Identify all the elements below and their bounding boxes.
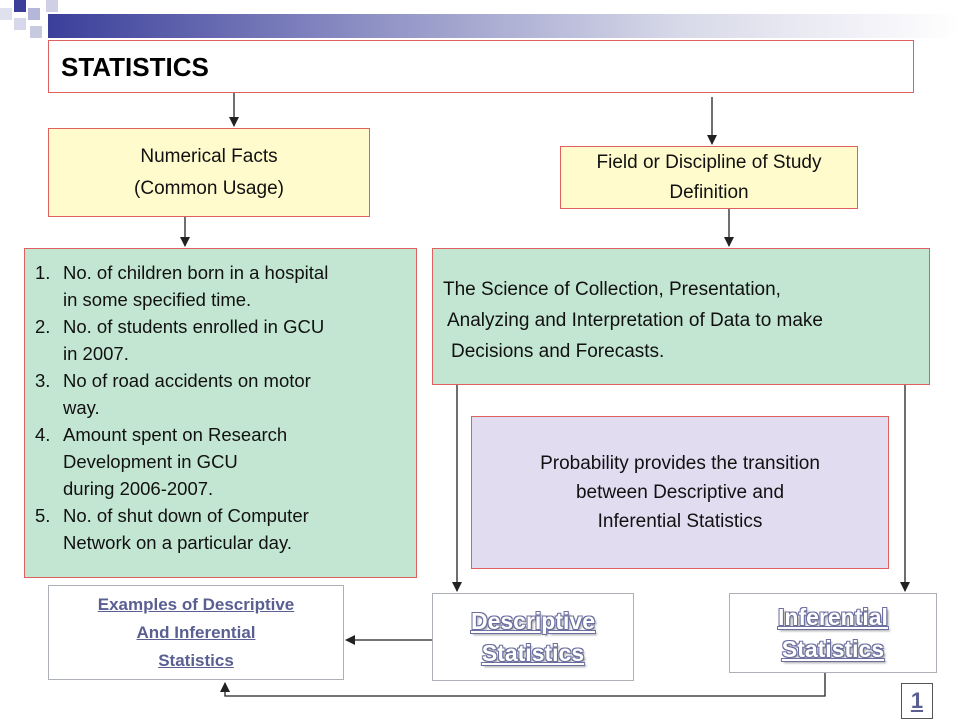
list-item-number: 5. <box>35 505 51 526</box>
probability-note-box <box>471 416 889 569</box>
numerical-facts-line2: (Common Usage) <box>134 177 284 199</box>
inferential-line2: Statistics <box>781 636 885 662</box>
examples-list-box <box>24 248 417 578</box>
descriptive-line2: Statistics <box>481 640 585 666</box>
list-item-text: No. of shut down of Computer <box>63 505 309 526</box>
list-item <box>35 502 408 556</box>
probability-note-line1: Probability provides the transition <box>540 453 820 474</box>
list-item <box>35 313 408 367</box>
title-box <box>48 40 914 93</box>
list-item-text: Development in GCU <box>63 451 238 472</box>
list-item-text: No of road accidents on motor <box>63 370 311 391</box>
list-item-text: way. <box>63 397 100 418</box>
probability-note-line3: Inferential Statistics <box>597 511 763 532</box>
list-item-text: No. of students enrolled in GCU <box>63 316 325 337</box>
list-item <box>35 259 408 313</box>
list-item-text: Network on a particular day. <box>63 532 292 553</box>
list-item <box>35 367 408 421</box>
list-item-number: 4. <box>35 424 51 445</box>
examples-box[interactable] <box>48 585 344 680</box>
descriptive-statistics-box[interactable] <box>432 593 634 681</box>
list-item-text: in 2007. <box>63 343 129 364</box>
field-definition-box <box>560 146 858 209</box>
examples-box-line1: Examples of Descriptive <box>97 594 295 614</box>
page-number: 1 <box>901 683 933 719</box>
numerical-facts-box <box>48 128 370 217</box>
field-definition-line2: Definition <box>669 181 749 203</box>
list-item-text: in some specified time. <box>63 289 252 310</box>
field-definition-line1: Field or Discipline of Study <box>596 151 822 173</box>
science-definition-line2: Analyzing and Interpretation of Data to make <box>447 310 824 331</box>
science-definition-line3: Decisions and Forecasts. <box>451 341 665 362</box>
list-item <box>35 421 408 502</box>
list-item-number: 3. <box>35 370 51 391</box>
inferential-statistics-box[interactable] <box>729 593 937 673</box>
numerical-facts-line1: Numerical Facts <box>140 145 278 167</box>
probability-note-line2: between Descriptive and <box>575 482 785 503</box>
list-item-text: No. of children born in a hospital <box>63 262 329 283</box>
inferential-line1: Inferential <box>778 604 888 630</box>
list-item-text: during 2006-2007. <box>63 478 214 499</box>
examples-box-line3: Statistics <box>158 650 234 670</box>
list-item-number: 1. <box>35 262 51 283</box>
science-definition-box <box>432 248 930 385</box>
page-title: STATISTICS <box>61 52 209 82</box>
descriptive-line1: Descriptive <box>470 608 595 634</box>
list-item-number: 2. <box>35 316 51 337</box>
examples-list <box>35 259 408 556</box>
examples-box-line2: And Inferential <box>136 622 256 642</box>
science-definition-line1: The Science of Collection, Presentation, <box>443 279 781 300</box>
list-item-text: Amount spent on Research <box>63 424 288 445</box>
